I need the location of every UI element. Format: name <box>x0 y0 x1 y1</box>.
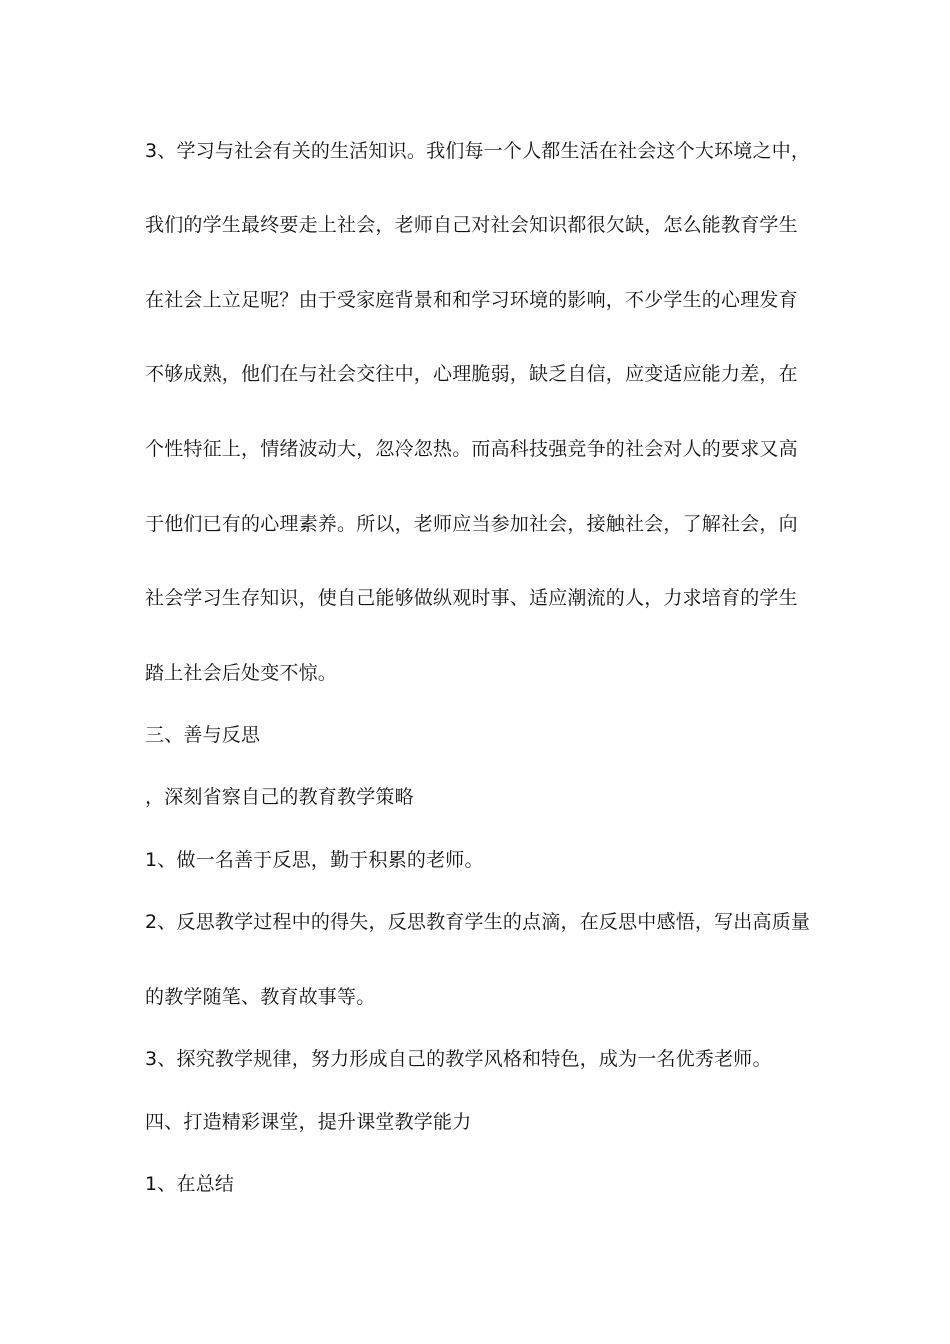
list-item: 1、在总结 <box>145 1173 235 1195</box>
paragraph-line: 社会学习生存知识，使自己能够做纵观时事、适应潮流的人，力求培育的学生 <box>145 587 798 609</box>
list-item: 3、探究教学规律，努力形成自己的教学风格和特色，成为一名优秀老师。 <box>145 1048 772 1070</box>
list-item: 2、反思教学过程中的得失，反思教育学生的点滴，在反思中感悟，写出高质量 <box>145 911 811 933</box>
list-item: 1、做一名善于反思，勤于积累的老师。 <box>145 849 484 871</box>
section-heading: 三、善与反思 <box>145 724 261 746</box>
paragraph-line: 在社会上立足呢？由于受家庭背景和和学习环境的影响，不少学生的心理发育 <box>145 289 798 311</box>
paragraph-line: 3、学习与社会有关的生活知识。我们每一个人都生活在社会这个大环境之中， <box>145 140 811 162</box>
paragraph-line: ，深刻省察自己的教育教学策略 <box>145 786 414 808</box>
paragraph-line: 个性特征上，情绪波动大，忽冷忽热。而高科技强竞争的社会对人的要求又高 <box>145 438 798 460</box>
list-item-continuation: 的教学随笔、教育故事等。 <box>145 986 376 1008</box>
section-heading: 四、打造精彩课堂，提升课堂教学能力 <box>145 1111 472 1133</box>
paragraph-line: 踏上社会后处变不惊。 <box>145 662 338 684</box>
paragraph-line: 于他们已有的心理素养。所以，老师应当参加社会，接触社会，了解社会，向 <box>145 513 798 535</box>
paragraph-line: 我们的学生最终要走上社会，老师自己对社会知识都很欠缺，怎么能教育学生 <box>145 214 798 236</box>
paragraph-line: 不够成熟，他们在与社会交往中，心理脆弱，缺乏自信，应变适应能力差，在 <box>145 363 798 385</box>
